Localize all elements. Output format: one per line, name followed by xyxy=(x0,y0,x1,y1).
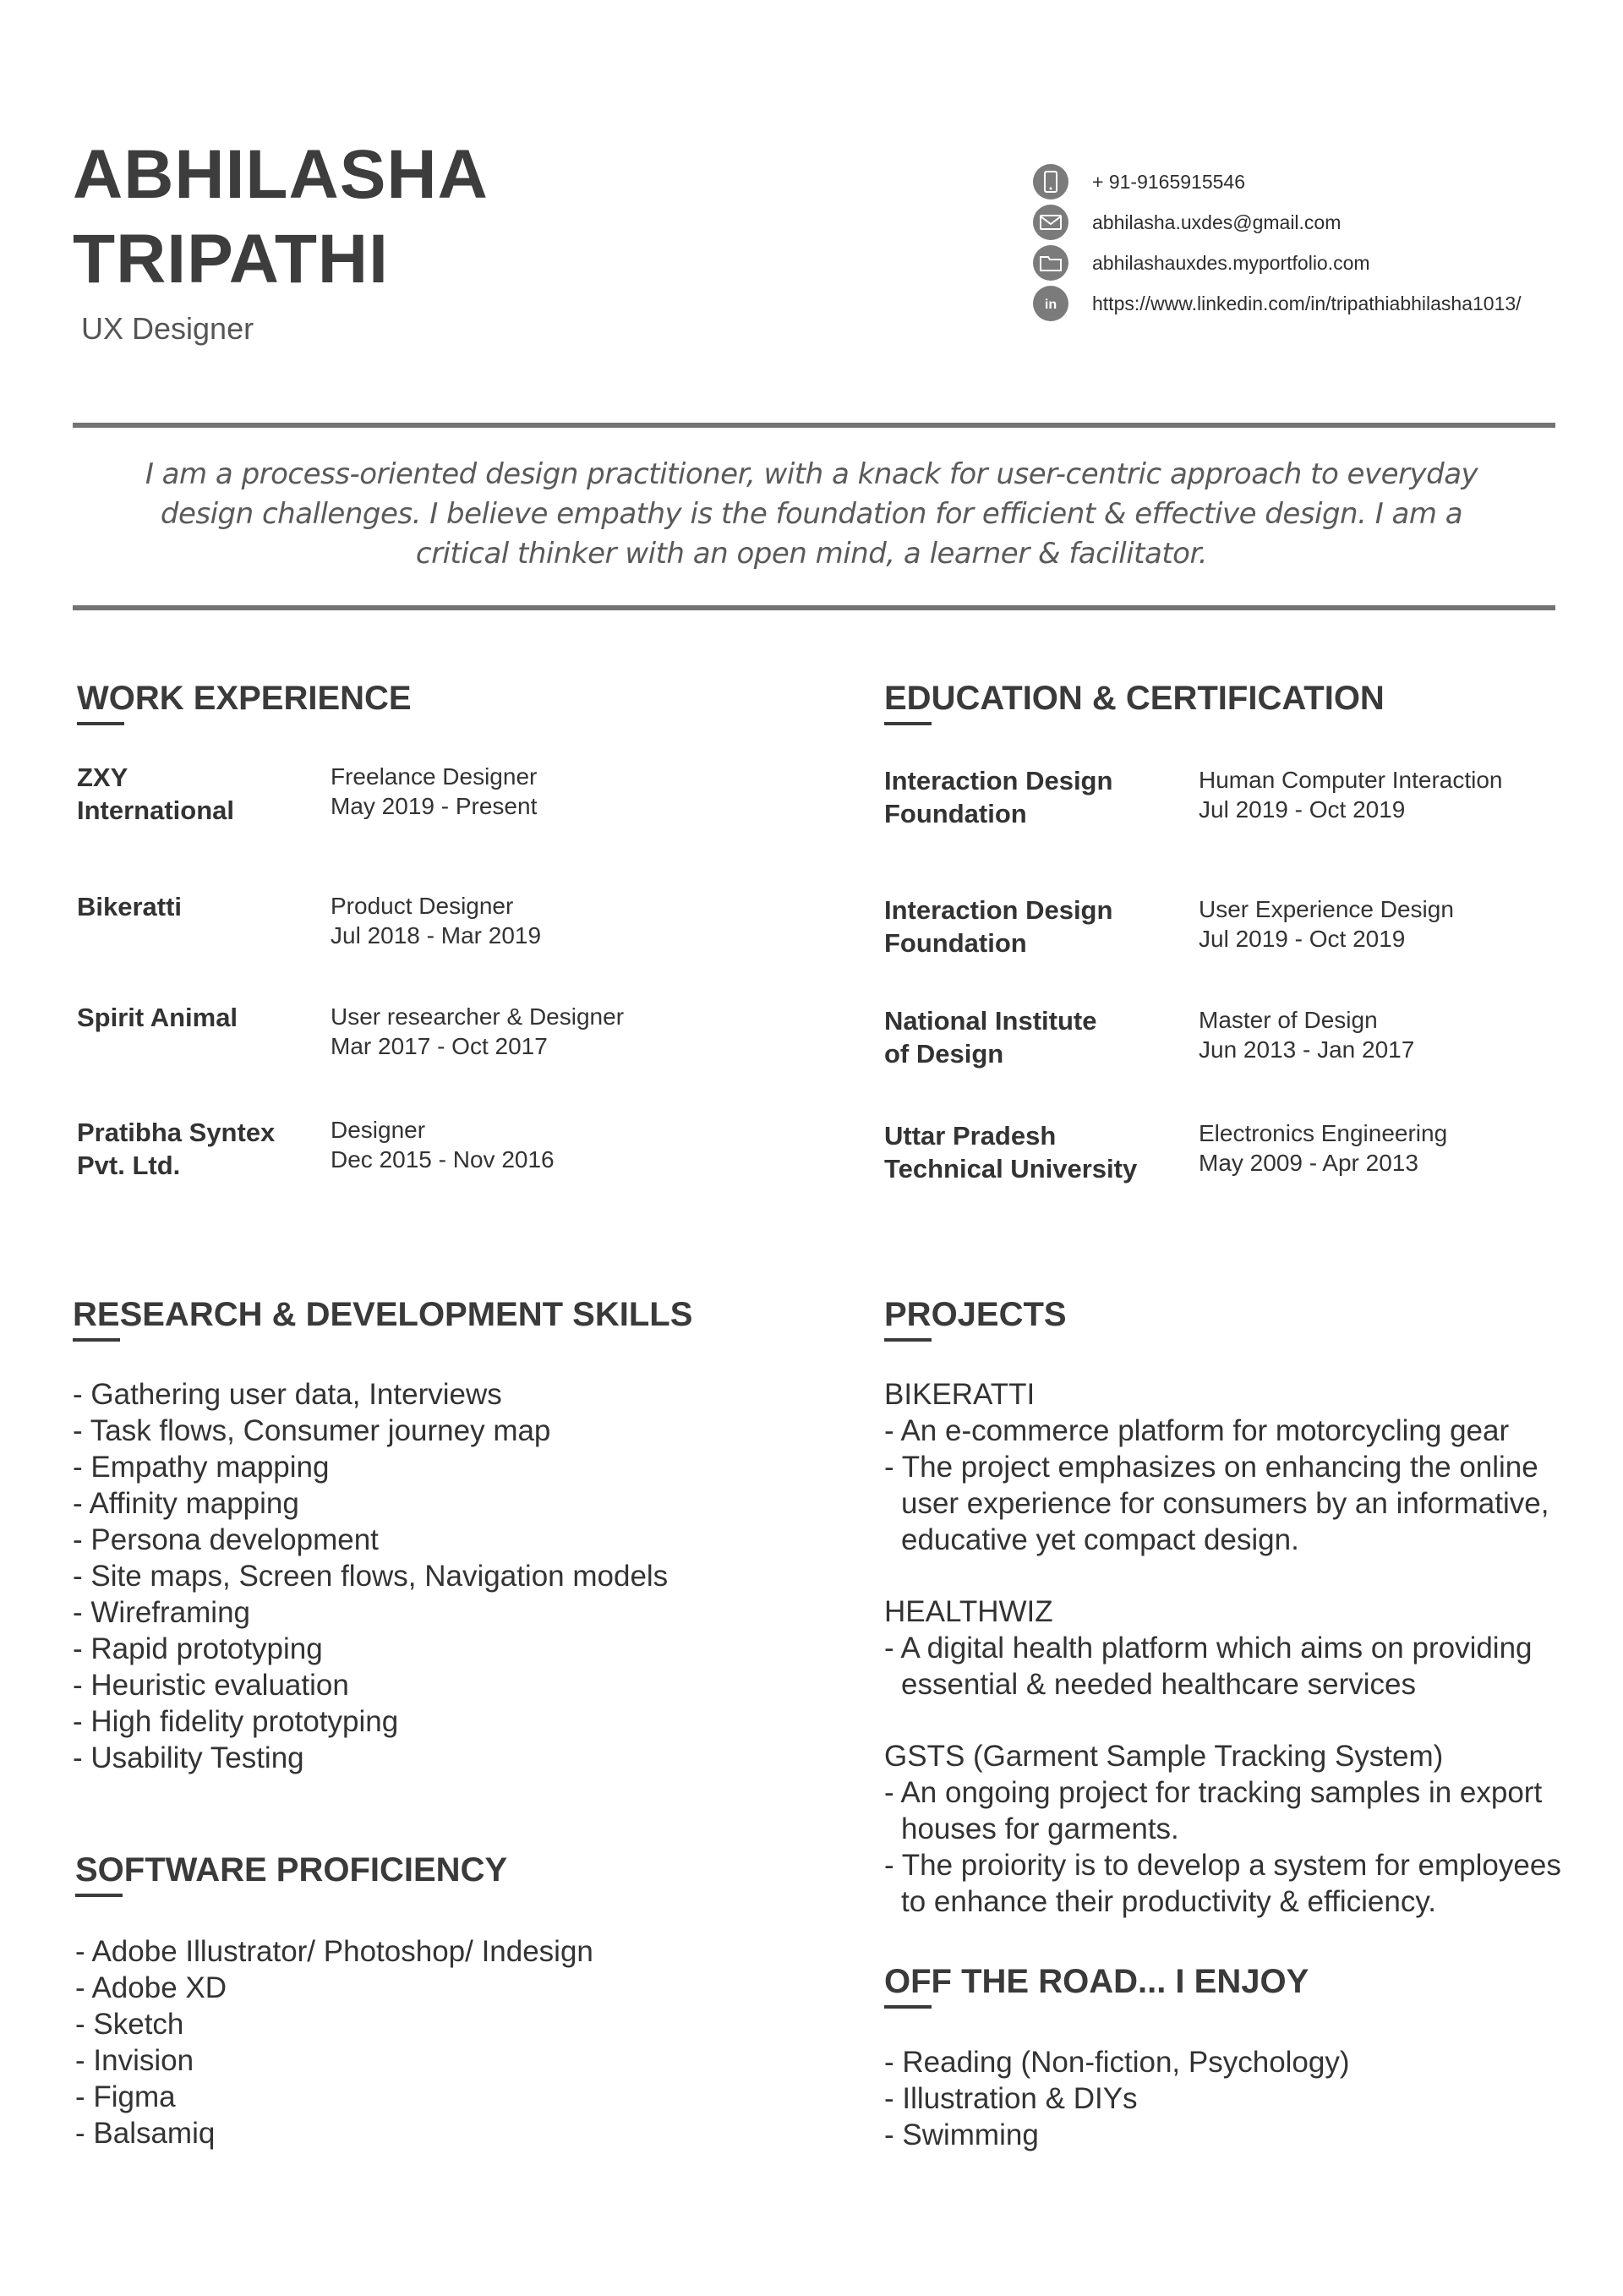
list-item: - High fidelity prototyping xyxy=(73,1705,399,1738)
folder-icon xyxy=(1033,245,1068,281)
contact-phone-text: + 91-9165915546 xyxy=(1092,170,1245,193)
list-item: - Affinity mapping xyxy=(73,1487,299,1520)
list-item: - Balsamiq xyxy=(75,2117,216,2150)
work-org: Pratibha Syntex Pvt. Ltd. xyxy=(77,1118,276,1180)
contact-portfolio-text: abhilashauxdes.myportfolio.com xyxy=(1092,251,1370,274)
work-org: Spirit Animal xyxy=(77,1003,238,1032)
skills-list xyxy=(73,1376,668,1776)
project-bullet: - An ongoing project for tracking samples in export houses for garments. xyxy=(884,1776,1543,1845)
software-list xyxy=(75,1933,593,2151)
list-item: - Adobe XD xyxy=(75,1971,227,2004)
svg-text:in: in xyxy=(1044,298,1057,312)
project-title: HEALTHWIZ xyxy=(884,1595,1053,1628)
job-title: UX Designer xyxy=(81,311,254,346)
list-item: - Rapid prototyping xyxy=(73,1632,323,1665)
list-item: - Wireframing xyxy=(73,1596,251,1629)
contact-linkedin-text: https://www.linkedin.com/in/tripathiabhilasha1013/ xyxy=(1092,292,1522,314)
work-detail: Freelance Designer May 2019 - Present xyxy=(331,763,538,819)
list-item: - Persona development xyxy=(73,1523,379,1556)
hobbies-list xyxy=(884,2044,1350,2153)
project-healthwiz xyxy=(884,1594,1577,1703)
section-underline xyxy=(884,2005,932,2009)
section-title-hobbies: OFF THE ROAD... I ENJOY xyxy=(884,1963,1309,2000)
project-bullet: - An e-commerce platform for motorcycling gear xyxy=(884,1414,1510,1447)
contact-email[interactable] xyxy=(1033,205,1341,240)
work-detail: Product Designer Jul 2018 - Mar 2019 xyxy=(331,893,542,948)
project-title: GSTS (Garment Sample Tracking System) xyxy=(884,1740,1444,1773)
list-item: - Reading (Non-fiction, Psychology) xyxy=(884,2046,1350,2079)
list-item: - Empathy mapping xyxy=(73,1451,330,1484)
work-detail: Designer Dec 2015 - Nov 2016 xyxy=(331,1117,555,1173)
linkedin-icon xyxy=(1033,286,1068,321)
project-title: BIKERATTI xyxy=(884,1378,1036,1411)
section-underline xyxy=(75,1894,123,1897)
mail-icon xyxy=(1033,205,1068,240)
name-first: ABHILASHA xyxy=(73,136,489,213)
list-item: - Gathering user data, Interviews xyxy=(73,1378,502,1411)
contact-linkedin[interactable] xyxy=(1033,286,1522,321)
education-org: Interaction Design Foundation xyxy=(884,895,1113,958)
section-underline xyxy=(73,1338,120,1342)
project-bullet: - The proiority is to develop a system for employees to enhance their productivity & efficiency. xyxy=(884,1849,1561,1918)
list-item: - Heuristic evaluation xyxy=(73,1669,349,1702)
list-item: - Swimming xyxy=(884,2118,1039,2151)
list-item: - Illustration & DIYs xyxy=(884,2082,1138,2115)
education-org: National Institute of Design xyxy=(884,1006,1097,1069)
section-underline xyxy=(884,1338,932,1342)
education-detail: Human Computer Interaction Jul 2019 - Oct 2019 xyxy=(1199,767,1503,823)
list-item: - Adobe Illustrator/ Photoshop/ Indesign xyxy=(75,1935,593,1968)
list-item: - Invision xyxy=(75,2044,194,2077)
education-org: Interaction Design Foundation xyxy=(884,766,1113,828)
divider-top xyxy=(73,423,1555,428)
project-bikeratti xyxy=(884,1376,1577,1558)
contact-phone[interactable] xyxy=(1033,164,1245,200)
list-item: - Sketch xyxy=(75,2008,184,2041)
list-item: - Task flows, Consumer journey map xyxy=(73,1414,551,1447)
education-detail: Electronics Engineering May 2009 - Apr 2013 xyxy=(1199,1120,1448,1176)
education-detail: User Experience Design Jul 2019 - Oct 2019 xyxy=(1199,896,1454,952)
contact-email-text: abhilasha.uxdes@gmail.com xyxy=(1092,210,1342,233)
section-title-software: SOFTWARE PROFICIENCY xyxy=(75,1851,508,1889)
section-title-work: WORK EXPERIENCE xyxy=(77,680,412,717)
section-title-projects: PROJECTS xyxy=(884,1296,1067,1333)
work-org: Bikeratti xyxy=(77,892,183,921)
work-detail: User researcher & Designer Mar 2017 - Oct 2017 xyxy=(331,1003,625,1059)
list-item: - Usability Testing xyxy=(73,1741,304,1774)
list-item: - Site maps, Screen flows, Navigation models xyxy=(73,1560,669,1593)
work-org: ZXY International xyxy=(77,763,235,825)
section-title-education: EDUCATION & CERTIFICATION xyxy=(884,680,1385,717)
name-last: TRIPATHI xyxy=(73,221,389,298)
section-underline xyxy=(77,722,124,725)
list-item: - Figma xyxy=(75,2080,176,2113)
summary: I am a process-oriented design practitioner, with a knack for user-centric approach to everyday design challenges. I believe empathy is the foundation for efficient & effective design. I am a critical thinker with an open mind, a learner & facilitator. xyxy=(145,457,1478,571)
project-bullet: - The project emphasizes on enhancing the online user experience for consumers by an informative, educative yet compact design. xyxy=(884,1451,1549,1556)
section-underline xyxy=(884,722,932,725)
contact-portfolio[interactable] xyxy=(1033,245,1370,281)
section-title-skills: RESEARCH & DEVELOPMENT SKILLS xyxy=(73,1296,693,1333)
education-detail: Master of Design Jun 2013 - Jan 2017 xyxy=(1199,1007,1415,1063)
project-gsts xyxy=(884,1738,1577,1920)
education-org: Uttar Pradesh Technical University xyxy=(884,1121,1138,1184)
project-bullet: - A digital health platform which aims on providing essential & needed healthcare services xyxy=(884,1632,1533,1701)
phone-icon xyxy=(1033,164,1068,200)
divider-bottom xyxy=(73,605,1555,610)
